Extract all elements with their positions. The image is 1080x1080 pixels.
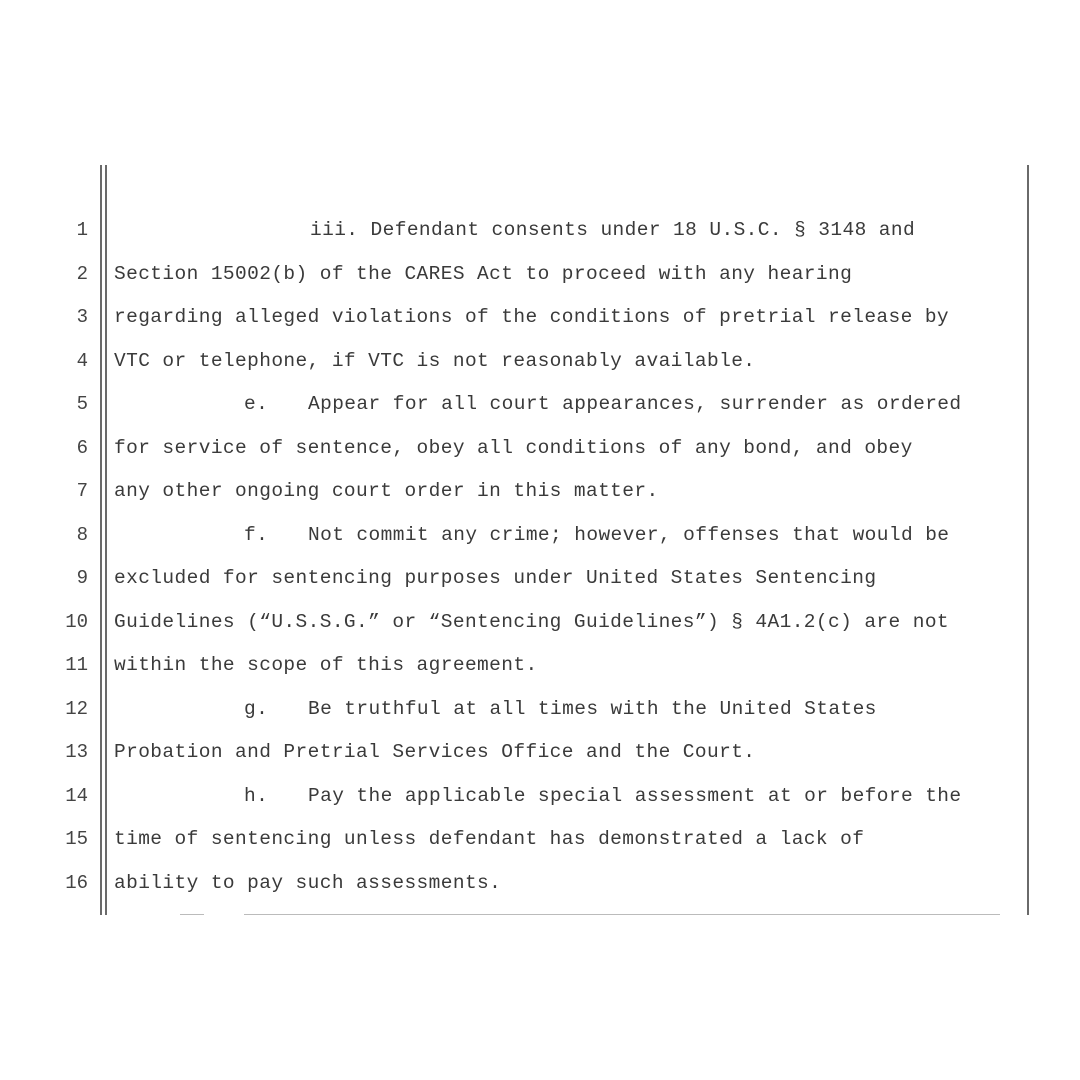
line-number: 5: [76, 393, 88, 415]
line-number: 14: [65, 784, 88, 807]
paragraph-g-line-2: Probation and Pretrial Services Office and the Court.: [114, 741, 756, 763]
paragraph-e-line-2: for service of sentence, obey all conditions of any bond, and obey: [114, 436, 913, 459]
line-number: 1: [76, 219, 88, 241]
line-number: 3: [76, 306, 88, 328]
document-body: [114, 209, 1019, 905]
paragraph-e-line-3: any other ongoing court order in this matter.: [114, 480, 659, 502]
paragraph-e-line-1: [114, 383, 1019, 427]
line-number-column: [40, 209, 88, 905]
item-marker-e: e.: [244, 393, 269, 415]
line-number: 9: [76, 567, 88, 589]
line-number: 7: [76, 480, 88, 502]
item-marker-f: f.: [244, 523, 269, 546]
item-marker-h: h.: [244, 784, 269, 807]
paragraph-h-text: Pay the applicable special assessment at or before the: [308, 784, 962, 807]
line-number: 10: [65, 610, 88, 633]
paragraph-f-text: Not commit any crime; however, offenses that would be: [308, 523, 950, 546]
paragraph-h-line-3: ability to pay such assessments.: [114, 871, 502, 894]
line-number: 11: [65, 654, 88, 676]
line-number: 6: [76, 436, 88, 459]
paragraph-iii-line-2: Section 15002(b) of the CARES Act to proceed with any hearing: [114, 262, 853, 285]
paragraph-iii-line-3: regarding alleged violations of the conditions of pretrial release by: [114, 306, 950, 328]
line-number: 16: [65, 871, 88, 894]
line-number: 12: [65, 697, 88, 720]
paragraph-h-line-1: [114, 775, 1019, 819]
paragraph-h-line-2: time of sentencing unless defendant has demonstrated a lack of: [114, 828, 865, 850]
paragraph-f-line-3: Guidelines (“U.S.S.G.” or “Sentencing Guidelines”) § 4A1.2(c) are not: [114, 610, 950, 633]
left-margin-rule-outer: [100, 165, 102, 915]
line-number: 8: [76, 523, 88, 546]
line-number: 13: [65, 741, 88, 763]
footer-rule-long: [244, 914, 1000, 915]
item-marker-g: g.: [244, 697, 269, 720]
paragraph-iii-line-1: iii. Defendant consents under 18 U.S.C. § 3148 and: [310, 219, 916, 241]
footer-rule-short: [180, 914, 204, 915]
paragraph-f-line-4: within the scope of this agreement.: [114, 654, 538, 676]
right-margin-rule: [1027, 165, 1029, 915]
paragraph-g-line-1: [114, 688, 1019, 732]
paragraph-g-text: Be truthful at all times with the United States: [308, 697, 877, 720]
paragraph-iii-line-4: VTC or telephone, if VTC is not reasonably available.: [114, 349, 756, 372]
paragraph-f-line-2: excluded for sentencing purposes under United States Sentencing: [114, 567, 877, 589]
line-number: 4: [76, 349, 88, 372]
left-margin-rule-inner: [105, 165, 107, 915]
paragraph-e-text: Appear for all court appearances, surrender as ordered: [308, 393, 962, 415]
line-number: 2: [76, 262, 88, 285]
line-number: 15: [65, 828, 88, 850]
paragraph-f-line-1: [114, 514, 1019, 558]
